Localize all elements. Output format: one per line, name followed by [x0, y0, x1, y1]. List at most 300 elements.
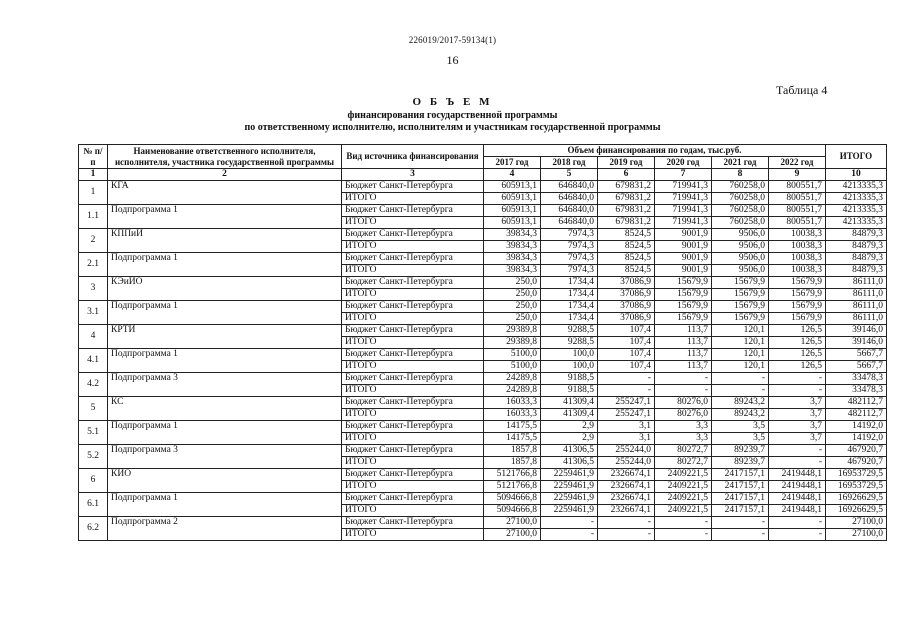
funding-source: Бюджет Санкт-Петербурга [342, 229, 484, 241]
year-value: 2409221,5 [655, 481, 712, 493]
funding-source: Бюджет Санкт-Петербурга [342, 373, 484, 385]
year-value: 15679,9 [769, 277, 826, 289]
year-value: 120,1 [712, 361, 769, 373]
year-value: 2409221,5 [655, 493, 712, 505]
total-value: 5667,7 [826, 349, 887, 361]
year-value: 3,7 [769, 409, 826, 421]
year-value: 15679,9 [655, 277, 712, 289]
year-value: 89243,2 [712, 397, 769, 409]
year-value: 8524,5 [598, 229, 655, 241]
year-value: 605913,1 [484, 181, 541, 193]
year-value: 15679,9 [769, 301, 826, 313]
year-value: - [769, 457, 826, 469]
funding-source: Бюджет Санкт-Петербурга [342, 253, 484, 265]
year-value: 2409221,5 [655, 469, 712, 481]
year-value: 646840,0 [541, 217, 598, 229]
year-value: 3,7 [769, 397, 826, 409]
year-value: 250,0 [484, 313, 541, 325]
column-number: 5 [541, 169, 598, 181]
year-value: 9001,9 [655, 265, 712, 277]
total-value: 16953729,5 [826, 469, 887, 481]
year-value: 646840,0 [541, 193, 598, 205]
year-value: 5121766,8 [484, 481, 541, 493]
year-value: - [769, 373, 826, 385]
table-row [79, 301, 887, 313]
year-value: - [712, 373, 769, 385]
funding-source: Бюджет Санкт-Петербурга [342, 301, 484, 313]
funding-source: ИТОГО [342, 265, 484, 277]
year-value: - [655, 517, 712, 529]
total-value: 39146,0 [826, 337, 887, 349]
year-value: 9188,5 [541, 373, 598, 385]
funding-source: ИТОГО [342, 457, 484, 469]
table-row [79, 445, 887, 457]
table-row [79, 469, 887, 481]
total-value: 86111,0 [826, 289, 887, 301]
column-number: 1 [79, 169, 108, 181]
row-number: 4.1 [79, 349, 108, 373]
year-value: 89239,7 [712, 457, 769, 469]
year-value: 2259461,9 [541, 481, 598, 493]
column-number: 9 [769, 169, 826, 181]
year-value: 250,0 [484, 277, 541, 289]
executor-name: Подпрограмма 1 [108, 349, 342, 373]
total-value: 482112,7 [826, 397, 887, 409]
year-value: 1857,8 [484, 457, 541, 469]
year-value: 126,5 [769, 325, 826, 337]
table-row [79, 349, 887, 361]
year-value: 2419448,1 [769, 469, 826, 481]
year-value: 14175,5 [484, 433, 541, 445]
executor-name: Подпрограмма 2 [108, 517, 342, 541]
year-value: 41306,5 [541, 457, 598, 469]
year-value: 2417157,1 [712, 505, 769, 517]
year-value: 80272,7 [655, 445, 712, 457]
funding-source: Бюджет Санкт-Петербурга [342, 277, 484, 289]
year-value: 719941,3 [655, 205, 712, 217]
executor-name: Подпрограмма 1 [108, 421, 342, 445]
funding-source: ИТОГО [342, 409, 484, 421]
year-value: 3,5 [712, 421, 769, 433]
funding-source: Бюджет Санкт-Петербурга [342, 325, 484, 337]
year-value: 800551,7 [769, 193, 826, 205]
year-value: 15679,9 [712, 277, 769, 289]
year-value: 2,9 [541, 433, 598, 445]
year-value: 9001,9 [655, 241, 712, 253]
total-value: 482112,7 [826, 409, 887, 421]
year-value: 9506,0 [712, 253, 769, 265]
year-value: 107,4 [598, 361, 655, 373]
year-value: - [541, 517, 598, 529]
document-id: 226019/2017-59134(1) [408, 35, 497, 45]
total-value: 86111,0 [826, 301, 887, 313]
year-value: 9288,5 [541, 337, 598, 349]
year-value: - [541, 529, 598, 541]
year-value: - [598, 385, 655, 397]
table-row [79, 205, 887, 217]
funding-source: ИТОГО [342, 193, 484, 205]
year-value: 80276,0 [655, 397, 712, 409]
year-value: 250,0 [484, 301, 541, 313]
total-value: 27100,0 [826, 517, 887, 529]
total-value: 4213335,3 [826, 181, 887, 193]
total-value: 84879,3 [826, 253, 887, 265]
year-value: 719941,3 [655, 193, 712, 205]
year-value: - [769, 529, 826, 541]
executor-name: КИО [108, 469, 342, 493]
funding-source: Бюджет Санкт-Петербурга [342, 397, 484, 409]
year-value: 120,1 [712, 325, 769, 337]
total-value: 4213335,3 [826, 205, 887, 217]
total-value: 86111,0 [826, 313, 887, 325]
year-value: 5121766,8 [484, 469, 541, 481]
year-value: 27100,0 [484, 517, 541, 529]
column-number-row [79, 169, 887, 181]
row-number: 3 [79, 277, 108, 301]
year-value: 9506,0 [712, 241, 769, 253]
executor-name: КГА [108, 181, 342, 205]
table-row [79, 277, 887, 289]
year-value: - [598, 373, 655, 385]
year-value: 16033,3 [484, 397, 541, 409]
year-value: 3,3 [655, 433, 712, 445]
funding-source: ИТОГО [342, 385, 484, 397]
year-value: 120,1 [712, 337, 769, 349]
page-number: 16 [446, 53, 459, 67]
year-value: 37086,9 [598, 289, 655, 301]
table-row [79, 421, 887, 433]
table-row [79, 181, 887, 193]
year-value: 5100,0 [484, 361, 541, 373]
funding-source: Бюджет Санкт-Петербурга [342, 421, 484, 433]
year-value: 80272,7 [655, 457, 712, 469]
year-value: 8524,5 [598, 241, 655, 253]
year-value: 255247,1 [598, 397, 655, 409]
year-value: 679831,2 [598, 181, 655, 193]
year-value: 646840,0 [541, 181, 598, 193]
year-value: 14175,5 [484, 421, 541, 433]
year-value: 5094666,8 [484, 505, 541, 517]
row-number: 3.1 [79, 301, 108, 325]
year-value: 15679,9 [655, 289, 712, 301]
year-value: 2259461,9 [541, 505, 598, 517]
year-value: 80276,0 [655, 409, 712, 421]
column-number: 10 [826, 169, 887, 181]
year-value: 2326674,1 [598, 493, 655, 505]
row-number: 2.1 [79, 253, 108, 277]
row-number: 2 [79, 229, 108, 253]
year-value: 10038,3 [769, 229, 826, 241]
year-value: - [769, 445, 826, 457]
executor-name: Подпрограмма 1 [108, 493, 342, 517]
year-value: 113,7 [655, 337, 712, 349]
total-value: 84879,3 [826, 229, 887, 241]
year-value: 24289,8 [484, 385, 541, 397]
row-number: 1 [79, 181, 108, 205]
table-row [79, 325, 887, 337]
year-value: 5100,0 [484, 349, 541, 361]
year-value: 29389,8 [484, 325, 541, 337]
funding-source: ИТОГО [342, 433, 484, 445]
row-number: 5 [79, 397, 108, 421]
total-value: 33478,3 [826, 385, 887, 397]
year-value: 760258,0 [712, 217, 769, 229]
year-value: 2,9 [541, 421, 598, 433]
row-number: 1.1 [79, 205, 108, 229]
year-value: 2419448,1 [769, 505, 826, 517]
total-value: 16953729,5 [826, 481, 887, 493]
funding-source: Бюджет Санкт-Петербурга [342, 205, 484, 217]
year-value: 126,5 [769, 337, 826, 349]
year-value: 15679,9 [769, 289, 826, 301]
year-value: 3,7 [769, 421, 826, 433]
year-value: 9288,5 [541, 325, 598, 337]
year-value: 41309,4 [541, 397, 598, 409]
year-value: 2409221,5 [655, 505, 712, 517]
year-value: 605913,1 [484, 217, 541, 229]
year-value: 15679,9 [712, 289, 769, 301]
year-value: 7974,3 [541, 241, 598, 253]
funding-source: Бюджет Санкт-Петербурга [342, 181, 484, 193]
year-value: 679831,2 [598, 205, 655, 217]
year-value: 2326674,1 [598, 505, 655, 517]
table-row [79, 517, 887, 529]
year-value: 255244,0 [598, 445, 655, 457]
table-body [79, 181, 887, 541]
header-year-2020: 2020 год [655, 157, 712, 169]
year-value: 7974,3 [541, 253, 598, 265]
year-value: 5094666,8 [484, 493, 541, 505]
header-year-2018: 2018 год [541, 157, 598, 169]
executor-name: КРТИ [108, 325, 342, 349]
year-value: 9001,9 [655, 253, 712, 265]
year-value: 3,7 [769, 433, 826, 445]
year-value: - [712, 517, 769, 529]
year-value: - [712, 529, 769, 541]
year-value: 800551,7 [769, 181, 826, 193]
year-value: 2326674,1 [598, 481, 655, 493]
executor-name: Подпрограмма 1 [108, 205, 342, 229]
year-value: 605913,1 [484, 193, 541, 205]
funding-source: ИТОГО [342, 241, 484, 253]
header-name: Наименование ответственного исполнителя, исполнителя, участника государственной программы [108, 145, 342, 169]
year-value: 107,4 [598, 337, 655, 349]
year-value: - [598, 517, 655, 529]
year-value: 605913,1 [484, 205, 541, 217]
year-value: 39834,3 [484, 253, 541, 265]
header-total: ИТОГО [826, 145, 887, 169]
funding-source: Бюджет Санкт-Петербурга [342, 445, 484, 457]
total-value: 27100,0 [826, 529, 887, 541]
funding-source: Бюджет Санкт-Петербурга [342, 493, 484, 505]
year-value: 2417157,1 [712, 469, 769, 481]
funding-source: Бюджет Санкт-Петербурга [342, 469, 484, 481]
table-row [79, 397, 887, 409]
year-value: 16033,3 [484, 409, 541, 421]
year-value: 646840,0 [541, 205, 598, 217]
year-value: 120,1 [712, 349, 769, 361]
year-value: 760258,0 [712, 193, 769, 205]
funding-source: ИТОГО [342, 289, 484, 301]
year-value: 255244,0 [598, 457, 655, 469]
year-value: 89243,2 [712, 409, 769, 421]
total-value: 4213335,3 [826, 193, 887, 205]
year-value: - [655, 385, 712, 397]
document-title: О Б Ъ Е М [412, 96, 493, 108]
row-number: 5.1 [79, 421, 108, 445]
year-value: 1734,4 [541, 277, 598, 289]
total-value: 14192,0 [826, 421, 887, 433]
year-value: 10038,3 [769, 241, 826, 253]
year-value: 113,7 [655, 325, 712, 337]
executor-name: Подпрограмма 3 [108, 445, 342, 469]
column-number: 6 [598, 169, 655, 181]
year-value: 8524,5 [598, 265, 655, 277]
year-value: 3,5 [712, 433, 769, 445]
total-value: 84879,3 [826, 265, 887, 277]
year-value: 100,0 [541, 361, 598, 373]
year-value: 37086,9 [598, 277, 655, 289]
funding-source: ИТОГО [342, 313, 484, 325]
year-value: 719941,3 [655, 217, 712, 229]
header-year-2021: 2021 год [712, 157, 769, 169]
document-subtitle-2: по ответственному исполнителю, исполнителям и участникам государственной программы [244, 122, 661, 133]
year-value: 37086,9 [598, 301, 655, 313]
funding-source: Бюджет Санкт-Петербурга [342, 349, 484, 361]
financing-table [78, 144, 887, 541]
table-row [79, 493, 887, 505]
year-value: 15679,9 [712, 301, 769, 313]
year-value: 39834,3 [484, 241, 541, 253]
year-value: 107,4 [598, 349, 655, 361]
year-value: 107,4 [598, 325, 655, 337]
funding-source: ИТОГО [342, 481, 484, 493]
funding-source: ИТОГО [342, 505, 484, 517]
year-value: 15679,9 [655, 313, 712, 325]
executor-name: КППиИ [108, 229, 342, 253]
row-number: 4.2 [79, 373, 108, 397]
year-value: 15679,9 [769, 313, 826, 325]
year-value: 3,3 [655, 421, 712, 433]
year-value: 2417157,1 [712, 481, 769, 493]
executor-name: КЭиИО [108, 277, 342, 301]
row-number: 5.2 [79, 445, 108, 469]
row-number: 6.2 [79, 517, 108, 541]
total-value: 5667,7 [826, 361, 887, 373]
row-number: 6.1 [79, 493, 108, 517]
year-value: 255247,1 [598, 409, 655, 421]
column-number: 8 [712, 169, 769, 181]
header-funding-group: Объем финансирования по годам, тыс.руб. [484, 145, 826, 157]
year-value: 9001,9 [655, 229, 712, 241]
total-value: 86111,0 [826, 277, 887, 289]
year-value: 760258,0 [712, 205, 769, 217]
year-value: 3,1 [598, 421, 655, 433]
year-value: 9188,5 [541, 385, 598, 397]
funding-source: ИТОГО [342, 361, 484, 373]
total-value: 33478,3 [826, 373, 887, 385]
year-value: 1734,4 [541, 313, 598, 325]
year-value: 41309,4 [541, 409, 598, 421]
year-value: 126,5 [769, 349, 826, 361]
year-value: 1857,8 [484, 445, 541, 457]
header-year-2017: 2017 год [484, 157, 541, 169]
column-number: 4 [484, 169, 541, 181]
column-number: 3 [342, 169, 484, 181]
executor-name: Подпрограмма 1 [108, 253, 342, 277]
column-number: 7 [655, 169, 712, 181]
table-row [79, 373, 887, 385]
year-value: 15679,9 [655, 301, 712, 313]
year-value: 24289,8 [484, 373, 541, 385]
total-value: 14192,0 [826, 433, 887, 445]
table-label: Таблица 4 [776, 83, 828, 97]
year-value: 250,0 [484, 289, 541, 301]
year-value: 2259461,9 [541, 493, 598, 505]
header-num: № п/п [79, 145, 108, 169]
year-value: 27100,0 [484, 529, 541, 541]
year-value: 800551,7 [769, 205, 826, 217]
year-value: 113,7 [655, 361, 712, 373]
executor-name: Подпрограмма 1 [108, 301, 342, 325]
header-year-2019: 2019 год [598, 157, 655, 169]
year-value: 7974,3 [541, 229, 598, 241]
year-value: 2259461,9 [541, 469, 598, 481]
total-value: 84879,3 [826, 241, 887, 253]
total-value: 467920,7 [826, 457, 887, 469]
year-value: 29389,8 [484, 337, 541, 349]
year-value: 800551,7 [769, 217, 826, 229]
table-row [79, 229, 887, 241]
year-value: 1734,4 [541, 301, 598, 313]
year-value: 2419448,1 [769, 481, 826, 493]
year-value: 679831,2 [598, 193, 655, 205]
year-value: 719941,3 [655, 181, 712, 193]
total-value: 16926629,5 [826, 505, 887, 517]
year-value: 39834,3 [484, 229, 541, 241]
year-value: 1734,4 [541, 289, 598, 301]
year-value: 2326674,1 [598, 469, 655, 481]
year-value: 7974,3 [541, 265, 598, 277]
year-value: 2419448,1 [769, 493, 826, 505]
funding-source: ИТОГО [342, 337, 484, 349]
funding-source: ИТОГО [342, 529, 484, 541]
year-value: 9506,0 [712, 229, 769, 241]
funding-source: Бюджет Санкт-Петербурга [342, 517, 484, 529]
year-value: 37086,9 [598, 313, 655, 325]
year-value: - [769, 517, 826, 529]
year-value: - [712, 385, 769, 397]
document-subtitle: финансирования государственной программы [347, 110, 558, 121]
year-value: 10038,3 [769, 265, 826, 277]
header-source: Вид источника финансирования [342, 145, 484, 169]
year-value: 126,5 [769, 361, 826, 373]
year-value: 113,7 [655, 349, 712, 361]
year-value: 760258,0 [712, 181, 769, 193]
row-number: 4 [79, 325, 108, 349]
year-value: - [769, 385, 826, 397]
table-row [79, 253, 887, 265]
total-value: 16926629,5 [826, 493, 887, 505]
column-number: 2 [108, 169, 342, 181]
year-value: 2417157,1 [712, 493, 769, 505]
year-value: 3,1 [598, 433, 655, 445]
year-value: 679831,2 [598, 217, 655, 229]
year-value: 100,0 [541, 349, 598, 361]
executor-name: КС [108, 397, 342, 421]
row-number: 6 [79, 469, 108, 493]
year-value: 15679,9 [712, 313, 769, 325]
